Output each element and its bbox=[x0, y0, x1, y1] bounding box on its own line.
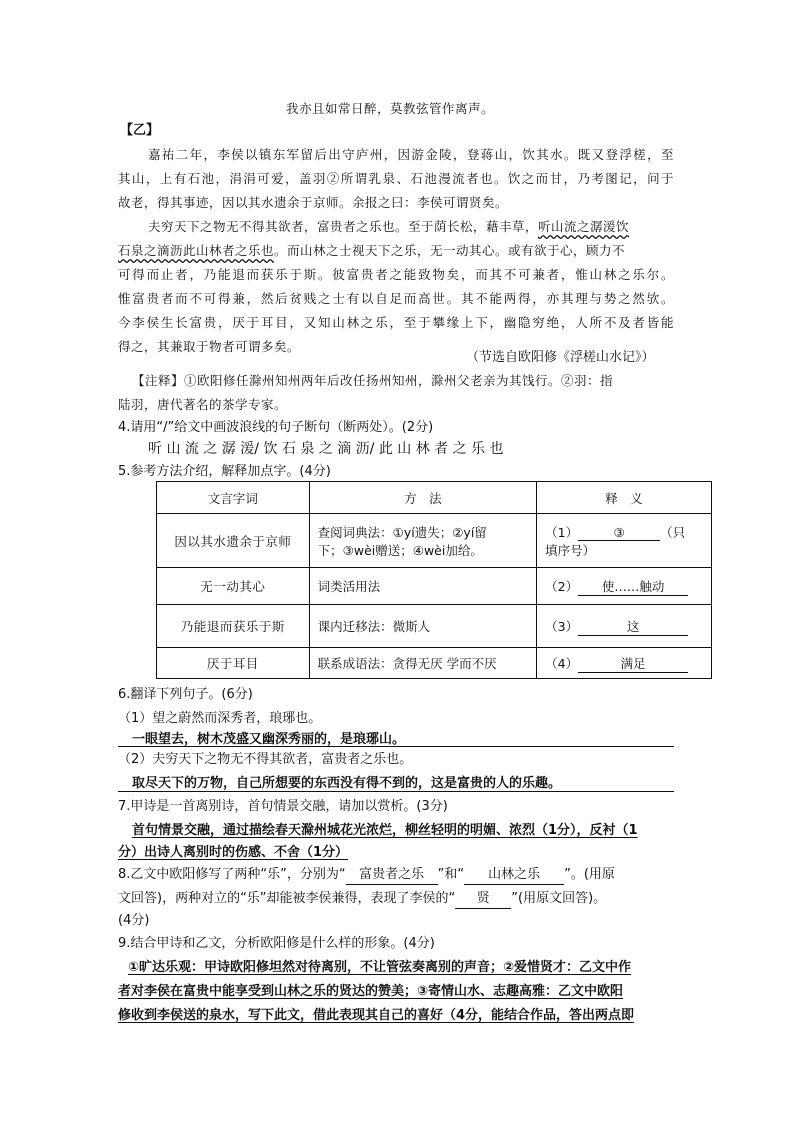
passage-line bbox=[148, 218, 674, 236]
table-header-row bbox=[157, 482, 712, 514]
question-6: 6.翻译下列句子。(6分) bbox=[118, 687, 253, 702]
question-7-answer: 首句情景交融，通过描绘春天滁州城花光浓烂，柳丝轻明的明媚、浓烈（1分），反衬（1 bbox=[132, 823, 638, 838]
question-6-2-answer: 取尽天下的万物，自己所想要的东西没有得不到的，这是富贵的人的乐趣。 bbox=[132, 776, 562, 791]
table-meaning bbox=[537, 605, 712, 648]
table-row bbox=[157, 514, 712, 568]
question-8 bbox=[118, 890, 606, 909]
passage-line: 嘉祐二年，李侯以镇东军留后出守庐州，因游金陵，登蒋山，饮其水。既又登浮槎，至 bbox=[148, 147, 674, 162]
method-text: 查阅词典法：①yí遗失；②yí留 bbox=[317, 524, 487, 540]
passage-line: 今李侯生长富贵，厌于耳目，又知山林之乐，至于攀缘上下，幽隐穷绝，人所不及者皆能 bbox=[118, 315, 674, 330]
method-table bbox=[156, 481, 712, 679]
passage-line: 可得而止者，乃能退而获乐于斯。彼富贵者之能致物矣，而其不可兼者，惟山林之乐尔。 bbox=[118, 267, 674, 282]
table-row bbox=[157, 568, 712, 605]
table-word: 厌于耳目 bbox=[157, 648, 310, 679]
table-header: 释 义 bbox=[537, 482, 712, 514]
table-header: 方 法 bbox=[309, 482, 536, 514]
answer-hint: 填序号） bbox=[545, 542, 596, 558]
table-header: 文言字词 bbox=[157, 482, 310, 514]
answer-blank: 这 bbox=[578, 617, 688, 636]
table-meaning bbox=[537, 514, 712, 568]
answer-number: （1） bbox=[545, 524, 579, 540]
question-4-answer: 听 山 流 之 潺 湲/ 饮 石 泉 之 滴 沥/ 此 山 林 者 之 乐 也 bbox=[148, 441, 504, 457]
question-9-answer: ①旷达乐观：甲诗欧阳修坦然对待离别，不让管弦奏离别的声音；②爱惜贤才：乙文中作 bbox=[128, 960, 632, 975]
question-9-answer: 修收到李侯送的泉水，写下此文，借此表现其自己的喜好（4分，能结合作品，答出两点即 bbox=[118, 1008, 635, 1023]
passage-line: 故老，得其事迹，因以其水遗余于京师。余报之曰：李侯可谓贤矣。 bbox=[118, 195, 509, 210]
question-text: 8.乙文中欧阳修写了两种“乐”，分别为“ bbox=[118, 867, 346, 882]
passage-line bbox=[118, 242, 674, 260]
question-9: 9.结合甲诗和乙文，分析欧阳修是什么样的形象。(4分) bbox=[118, 936, 435, 951]
question-5: 5.参考方法介绍，解释加点字。(4分) bbox=[118, 464, 331, 479]
question-7: 7.甲诗是一首离别诗，首句情景交融，请加以赏析。(3分) bbox=[118, 799, 448, 814]
source-citation: （节选自欧阳修《浮槎山水记》） bbox=[466, 350, 655, 365]
wavy-sentence: 听山流之潺湲饮 bbox=[538, 219, 630, 234]
question-text: ”(用原文回答)。 bbox=[511, 891, 607, 906]
question-7-answer: 分）出诗人离别时的伤感、不舍（1分） bbox=[118, 845, 349, 860]
passage-text: 。而山林之士视天下之乐，无一动其心。或有欲于心，顾力不 bbox=[274, 243, 626, 258]
answer-blank: 使……触动 bbox=[578, 577, 688, 596]
question-6-1-answer: 一眼望去，树木茂盛又幽深秀丽的，是琅琊山。 bbox=[132, 732, 406, 747]
table-word: 无一动其心 bbox=[157, 568, 310, 605]
table-word: 因以其水遗余于京师 bbox=[157, 514, 310, 568]
answer-hint: （只 bbox=[660, 524, 686, 540]
passage-line: 得之，其兼取于物者可谓多矣。 bbox=[118, 339, 301, 354]
table-meaning bbox=[537, 648, 712, 679]
answer-blank: 富贵者之乐 bbox=[346, 866, 438, 885]
passage-line: 惟富贵者而不可得兼，然后贫贱之士有以自足而高世。其不能两得，亦其理与势之然欤。 bbox=[118, 291, 674, 306]
question-6-1: （1）望之蔚然而深秀者，琅琊也。 bbox=[118, 711, 322, 726]
question-text: ”。(用原 bbox=[564, 867, 615, 882]
answer-blank: 山林之乐 bbox=[464, 866, 564, 885]
table-method: 课内迁移法：微斯人 bbox=[309, 605, 536, 648]
annotation: 陆羽，唐代著名的茶学专家。 bbox=[118, 397, 288, 412]
question-8 bbox=[118, 866, 615, 885]
section-b-label: 【乙】 bbox=[120, 123, 160, 138]
question-text: 文回答)，两种对立的“乐”却能被李侯兼得，表现了李侯的“ bbox=[118, 891, 456, 906]
question-9-answer: 者对李侯在富贵中能享受到山林之乐的贤达的赞美；③寄情山水、志趣高雅：乙文中欧阳 bbox=[118, 984, 624, 999]
table-method bbox=[309, 514, 536, 568]
question-text: ”和“ bbox=[437, 867, 465, 882]
method-text: 下；③wèi赠送；④wèi加给。 bbox=[317, 542, 483, 558]
question-4: 4.请用“/”给文中画波浪线的句子断句（断两处）。(2分) bbox=[118, 420, 434, 435]
answer-blank: ③ bbox=[578, 525, 660, 541]
answer-number: （3） bbox=[545, 618, 579, 634]
table-row bbox=[157, 605, 712, 648]
table-word: 乃能退而获乐于斯 bbox=[157, 605, 310, 648]
table-method: 联系成语法：贪得无厌 学而不厌 bbox=[309, 648, 536, 679]
question-8-score: (4分) bbox=[118, 913, 150, 928]
answer-number: （4） bbox=[545, 655, 579, 671]
answer-line bbox=[118, 746, 674, 747]
passage-line: 其山，上有石池，涓涓可爱，盖羽②所谓乳泉、石池漫流者也。饮之而甘，乃考图记，问于 bbox=[118, 171, 674, 186]
annotation: 【注释】①欧阳修任滁州知州两年后改任扬州知州，滁州父老亲为其饯行。②羽：指 bbox=[132, 373, 614, 388]
table-row bbox=[157, 648, 712, 679]
poem-last-line: 我亦且如常日醉，莫教弦管作离声。 bbox=[286, 101, 495, 116]
table-meaning bbox=[537, 568, 712, 605]
table-method: 词类活用法 bbox=[309, 568, 536, 605]
answer-blank: 满足 bbox=[578, 654, 688, 673]
answer-number: （2） bbox=[545, 578, 579, 594]
answer-blank: 贤 bbox=[455, 890, 511, 909]
answer-line bbox=[118, 791, 674, 792]
passage-text: 夫穷天下之物无不得其欲者，富贵者之乐也。至于荫长松，藉丰草， bbox=[148, 219, 539, 234]
question-6-2: （2）夫穷天下之物无不得其欲者，富贵者之乐也。 bbox=[118, 752, 413, 767]
wavy-sentence: 石泉之滴沥此山林者之乐也 bbox=[118, 243, 275, 258]
